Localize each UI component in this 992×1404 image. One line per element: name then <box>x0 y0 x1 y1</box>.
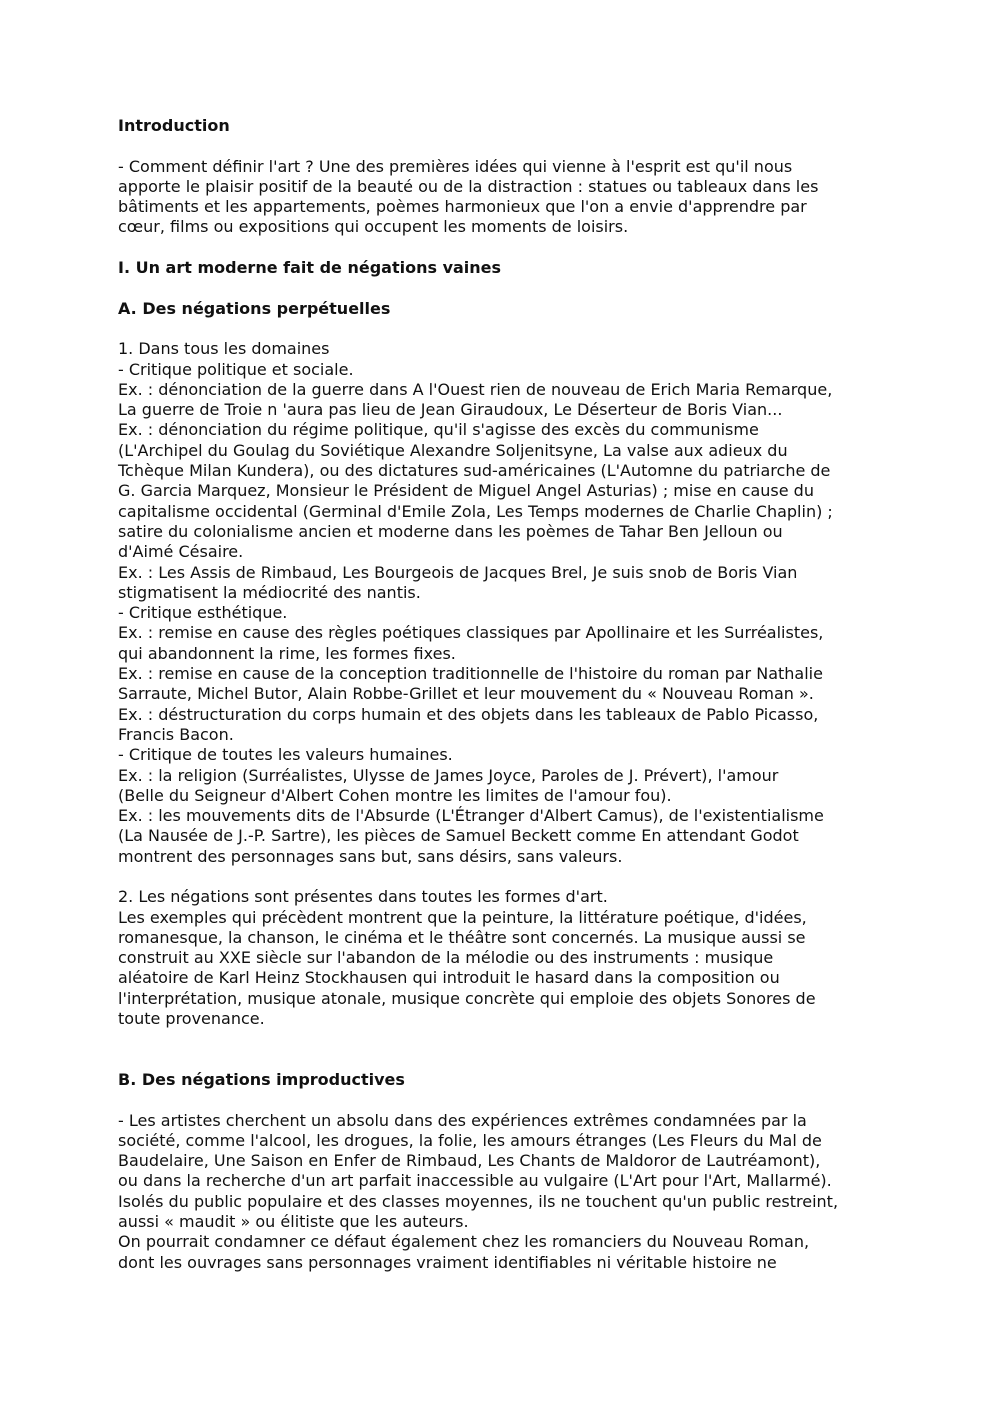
paragraph-line: cœur, films ou expositions qui occupent les moments de loisirs. <box>118 217 629 237</box>
paragraph-line: satire du colonialisme ancien et moderne dans les poèmes de Tahar Ben Jelloun ou <box>118 521 783 541</box>
section-b-paragraph <box>118 1111 888 1273</box>
paragraph-line: - Critique politique et sociale. <box>118 359 354 379</box>
paragraph-line: montrent des personnages sans but, sans désirs, sans valeurs. <box>118 846 623 866</box>
paragraph-line: Ex. : déstructuration du corps humain et des objets dans les tableaux de Pablo Picasso, <box>118 704 819 724</box>
intro-heading: Introduction <box>118 116 230 135</box>
paragraph-line: société, comme l'alcool, les drogues, la folie, les amours étranges (Les Fleurs du Mal de <box>118 1130 822 1150</box>
paragraph-line: On pourrait condamner ce défaut également chez les romanciers du Nouveau Roman, <box>118 1232 810 1252</box>
section-a-heading: A. Des négations perpétuelles <box>118 298 391 318</box>
paragraph-line: stigmatisent la médiocrité des nantis. <box>118 582 421 602</box>
paragraph-line: d'Aimé Césaire. <box>118 542 244 562</box>
paragraph-line: Baudelaire, Une Saison en Enfer de Rimbaud, Les Chants de Maldoror de Lautréamont), <box>118 1151 821 1171</box>
section-b-heading: B. Des négations improductives <box>118 1069 405 1089</box>
paragraph-line: 2. Les négations sont présentes dans toutes les formes d'art. <box>118 887 608 907</box>
paragraph-line: Ex. : remise en cause de la conception traditionnelle de l'histoire du roman par Nathalie <box>118 664 823 684</box>
paragraph-line: Isolés du public populaire et des classes moyennes, ils ne touchent qu'un public restreint, <box>118 1191 839 1211</box>
paragraph-line: aussi « maudit » ou élitiste que les auteurs. <box>118 1212 469 1232</box>
paragraph-line: (La Nausée de J.-P. Sartre), les pièces de Samuel Beckett comme En attendant Godot <box>118 826 799 846</box>
intro-paragraph <box>118 157 888 238</box>
paragraph-line: qui abandonnent la rime, les formes fixes. <box>118 643 456 663</box>
paragraph-line: - Les artistes cherchent un absolu dans des expériences extrêmes condamnées par la <box>118 1110 807 1130</box>
paragraph-line: l'interprétation, musique atonale, musique concrète qui emploie des objets Sonores de <box>118 988 816 1008</box>
document-page <box>118 116 888 1273</box>
section-a-2-paragraph <box>118 887 888 1029</box>
paragraph-line: Ex. : les mouvements dits de l'Absurde (L'Étranger d'Albert Camus), de l'existentialisme <box>118 806 824 826</box>
paragraph-line: dont les ouvrages sans personnages vraiment identifiables ni véritable histoire ne <box>118 1252 777 1272</box>
paragraph-line: (Belle du Seigneur d'Albert Cohen montre les limites de l'amour fou). <box>118 785 672 805</box>
paragraph-line: apporte le plaisir positif de la beauté ou de la distraction : statues ou tableaux dans les <box>118 176 819 196</box>
paragraph-line: - Critique de toutes les valeurs humaines. <box>118 745 453 765</box>
section-a-1-paragraph <box>118 339 888 867</box>
paragraph-line: Ex. : la religion (Surréalistes, Ulysse de James Joyce, Paroles de J. Prévert), l'amour <box>118 765 779 785</box>
paragraph-line: G. Garcia Marquez, Monsieur le Président de Miguel Angel Asturias) ; mise en cause du <box>118 481 814 501</box>
paragraph-line: - Comment définir l'art ? Une des premières idées qui vienne à l'esprit est qu'il nous <box>118 156 793 176</box>
paragraph-line: capitalisme occidental (Germinal d'Emile Zola, Les Temps modernes de Charlie Chaplin) ; <box>118 501 833 521</box>
paragraph-line: Sarraute, Michel Butor, Alain Robbe-Grillet et leur mouvement du « Nouveau Roman ». <box>118 684 814 704</box>
paragraph-line: bâtiments et les appartements, poèmes harmonieux que l'on a envie d'apprendre par <box>118 197 807 217</box>
paragraph-line: Tchèque Milan Kundera), ou des dictatures sud-américaines (L'Automne du patriarche de <box>118 461 831 481</box>
paragraph-line: Ex. : dénonciation du régime politique, qu'il s'agisse des excès du communisme <box>118 420 759 440</box>
paragraph-line: Les exemples qui précèdent montrent que la peinture, la littérature poétique, d'idées, <box>118 907 807 927</box>
paragraph-line: Ex. : Les Assis de Rimbaud, Les Bourgeois de Jacques Brel, Je suis snob de Boris Vian <box>118 562 798 582</box>
paragraph-line: Francis Bacon. <box>118 724 234 744</box>
paragraph-line: romanesque, la chanson, le cinéma et le théâtre sont concernés. La musique aussi se <box>118 927 806 947</box>
paragraph-line: toute provenance. <box>118 1009 265 1029</box>
paragraph-line: construit au XXE siècle sur l'abandon de la mélodie ou des instruments : musique <box>118 948 774 968</box>
paragraph-line: La guerre de Troie n 'aura pas lieu de Jean Giraudoux, Le Déserteur de Boris Vian... <box>118 400 783 420</box>
paragraph-line: ou dans la recherche d'un art parfait inaccessible au vulgaire (L'Art pour l'Art, Mallarmé). <box>118 1171 832 1191</box>
paragraph-line: Ex. : remise en cause des règles poétiques classiques par Apollinaire et les Surréalistes, <box>118 623 824 643</box>
paragraph-line: 1. Dans tous les domaines <box>118 339 330 359</box>
paragraph-line: aléatoire de Karl Heinz Stockhausen qui introduit le hasard dans la composition ou <box>118 968 780 988</box>
paragraph-line: Ex. : dénonciation de la guerre dans A l'Ouest rien de nouveau de Erich Maria Remarque, <box>118 379 833 399</box>
paragraph-line: - Critique esthétique. <box>118 603 288 623</box>
paragraph-line: (L'Archipel du Goulag du Soviétique Alexandre Soljenitsyne, La valse aux adieux du <box>118 440 788 460</box>
part1-heading: I. Un art moderne fait de négations vaines <box>118 258 502 278</box>
